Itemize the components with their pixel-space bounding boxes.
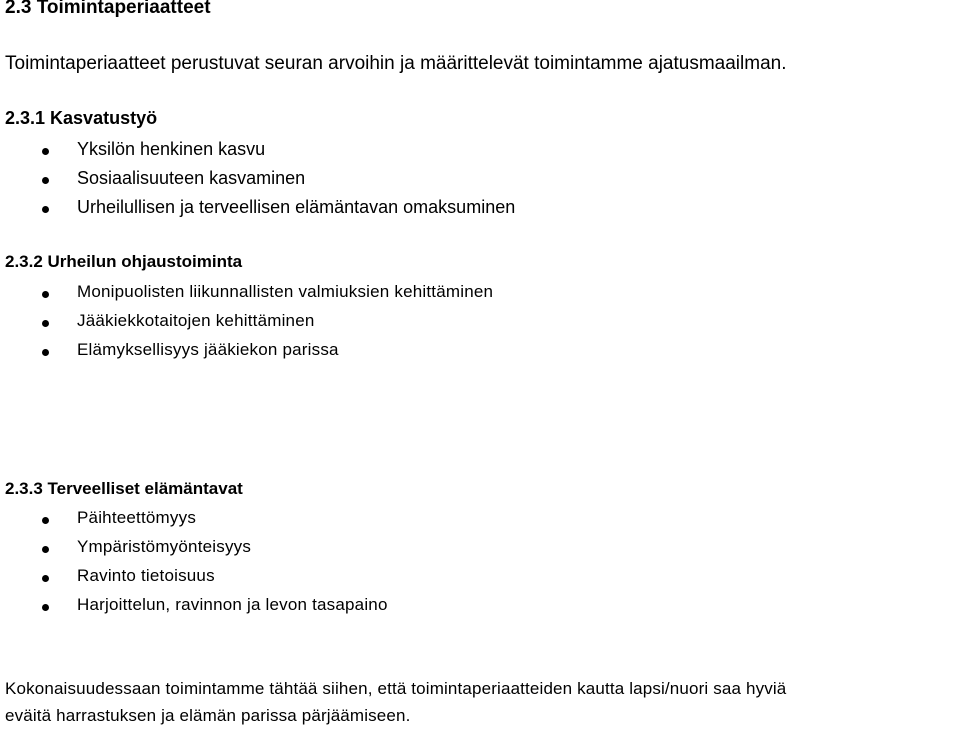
- list-item-text: Yksilön henkinen kasvu: [77, 139, 266, 159]
- subsection-heading-kasvatustyo: 2.3.1 Kasvatustyö: [5, 108, 158, 128]
- bullet-icon: [42, 291, 49, 298]
- list-item-text: Urheilullisen ja terveellisen elämäntavan omaksuminen: [77, 197, 516, 217]
- bullet-icon: [42, 206, 49, 213]
- list-item-text: Monipuolisten liikunnallisten valmiuksien kehittäminen: [77, 282, 494, 301]
- section-heading: 2.3 Toimintaperiaatteet: [5, 0, 211, 18]
- list-item-text: Päihteettömyys: [77, 508, 197, 527]
- list-item-text: Harjoittelun, ravinnon ja levon tasapaino: [77, 595, 388, 614]
- list-item-text: Jääkiekkotaitojen kehittäminen: [77, 311, 315, 330]
- bullet-icon: [42, 604, 49, 611]
- list-item-text: Elämyksellisyys jääkiekon parissa: [77, 340, 339, 359]
- closing-paragraph-line-2: eväitä harrastuksen ja elämän parissa pärjäämiseen.: [5, 706, 411, 725]
- bullet-icon: [42, 148, 49, 155]
- list-item-text: Ravinto tietoisuus: [77, 566, 215, 585]
- subsection-heading-elamantavat: 2.3.3 Terveelliset elämäntavat: [5, 479, 243, 498]
- bullet-icon: [42, 546, 49, 553]
- list-item-text: Ympäristömyönteisyys: [77, 537, 252, 556]
- closing-paragraph-line-1: Kokonaisuudessaan toimintamme tähtää siihen, että toimintaperiaatteiden kautta lapsi/nuori saa hyviä: [5, 679, 787, 698]
- subsection-heading-ohjaustoiminta: 2.3.2 Urheilun ohjaustoiminta: [5, 252, 243, 271]
- list-item-text: Sosiaalisuuteen kasvaminen: [77, 168, 306, 188]
- bullet-icon: [42, 177, 49, 184]
- bullet-icon: [42, 575, 49, 582]
- bullet-icon: [42, 349, 49, 356]
- bullet-icon: [42, 517, 49, 524]
- bullet-icon: [42, 320, 49, 327]
- intro-paragraph: Toimintaperiaatteet perustuvat seuran arvoihin ja määrittelevät toimintamme ajatusmaailman.: [5, 53, 787, 74]
